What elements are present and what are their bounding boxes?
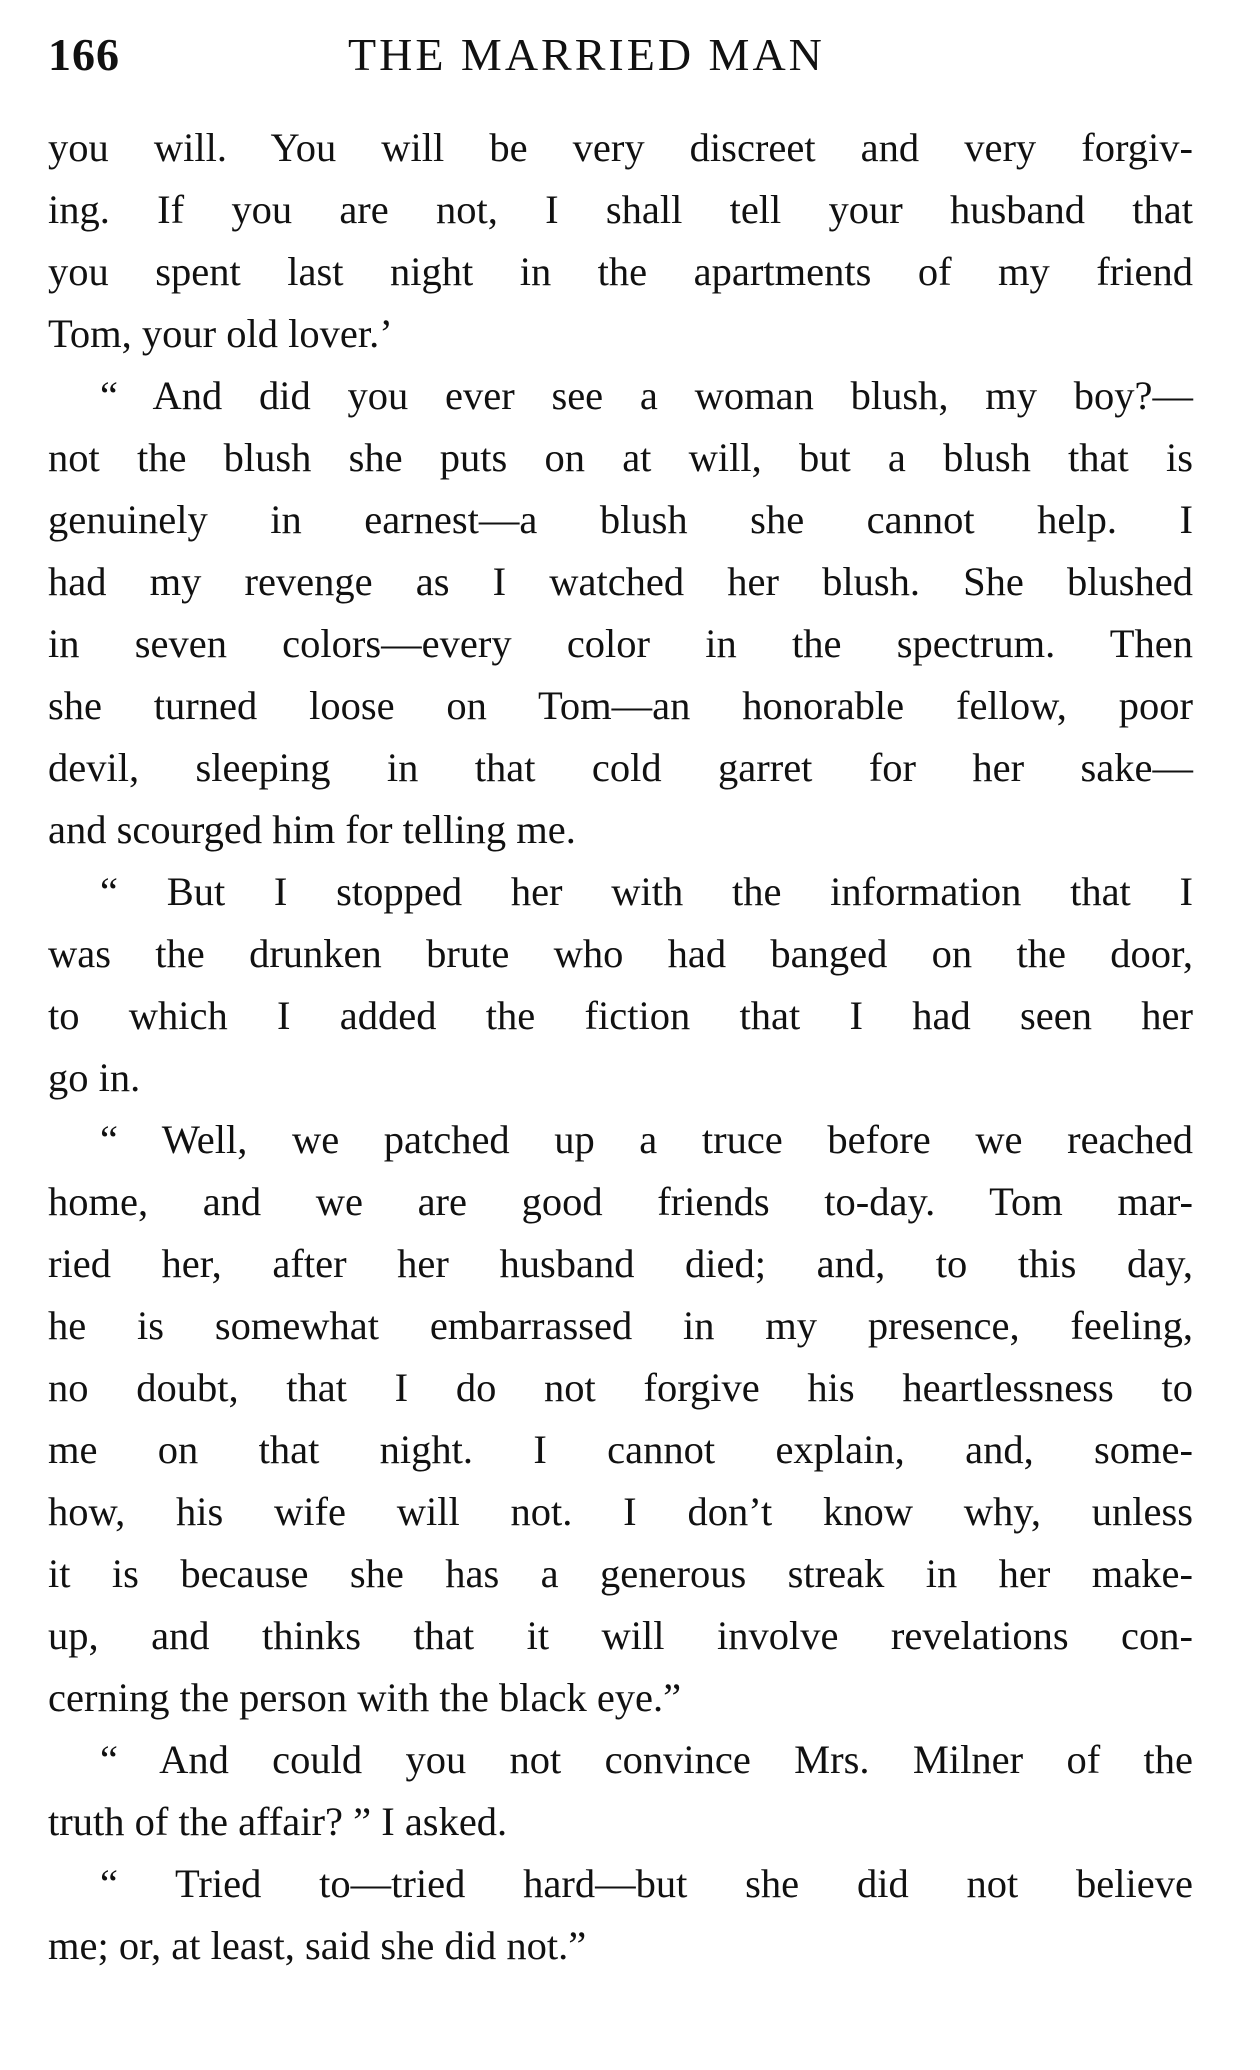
text-line: and scourged him for telling me. [48,807,576,852]
text-line: me on that night. I cannot explain, and, some- [48,1427,1193,1472]
text-line: you spent last night in the apartments of my friend [48,249,1193,294]
text-line: home, and we are good friends to-day. Tom mar- [48,1179,1193,1224]
text-line: up, and thinks that it will involve revelations con- [48,1613,1193,1658]
text-line: no doubt, that I do not forgive his heartlessness to [48,1365,1193,1410]
text-line: was the drunken brute who had banged on the door, [48,931,1193,976]
text-line: in seven colors—every color in the spectrum. Then [48,621,1193,666]
text-line: genuinely in earnest—a blush she cannot help. I [48,497,1193,542]
text-line: “ Well, we patched up a truce before we reached [100,1117,1193,1162]
text-line: “ And did you ever see a woman blush, my boy?— [100,373,1193,418]
page-header [48,22,1218,102]
text-line: truth of the affair? ” I asked. [48,1799,508,1844]
text-line: ried her, after her husband died; and, to this day, [48,1241,1193,1286]
text-line: “ But I stopped her with the information that I [100,869,1193,914]
text-line: devil, sleeping in that cold garret for her sake— [48,745,1193,790]
text-line: “ Tried to—tried hard—but she did not believe [100,1861,1193,1906]
text-line: had my revenge as I watched her blush. She blushed [48,559,1193,604]
text-line: it is because she has a generous streak in her make- [48,1551,1193,1596]
text-line: go in. [48,1055,141,1100]
body-text [48,117,1193,1977]
text-line: you will. You will be very discreet and very forgiv- [48,125,1193,170]
text-line: Tom, your old lover.’ [48,311,393,356]
text-line: he is somewhat embarrassed in my presence, feeling, [48,1303,1193,1348]
text-line: how, his wife will not. I don’t know why, unless [48,1489,1193,1534]
text-line: me; or, at least, said she did not.” [48,1923,587,1968]
running-head: THE MARRIED MAN [348,29,825,80]
text-line: not the blush she puts on at will, but a blush that is [48,435,1193,480]
page-number: 166 [48,29,120,80]
text-line: she turned loose on Tom—an honorable fellow, poor [48,683,1193,728]
text-line: cerning the person with the black eye.” [48,1675,682,1720]
text-line: to which I added the fiction that I had seen her [48,993,1193,1038]
text-line: “ And could you not convince Mrs. Milner of the [100,1737,1193,1782]
text-line: ing. If you are not, I shall tell your husband that [48,187,1193,232]
